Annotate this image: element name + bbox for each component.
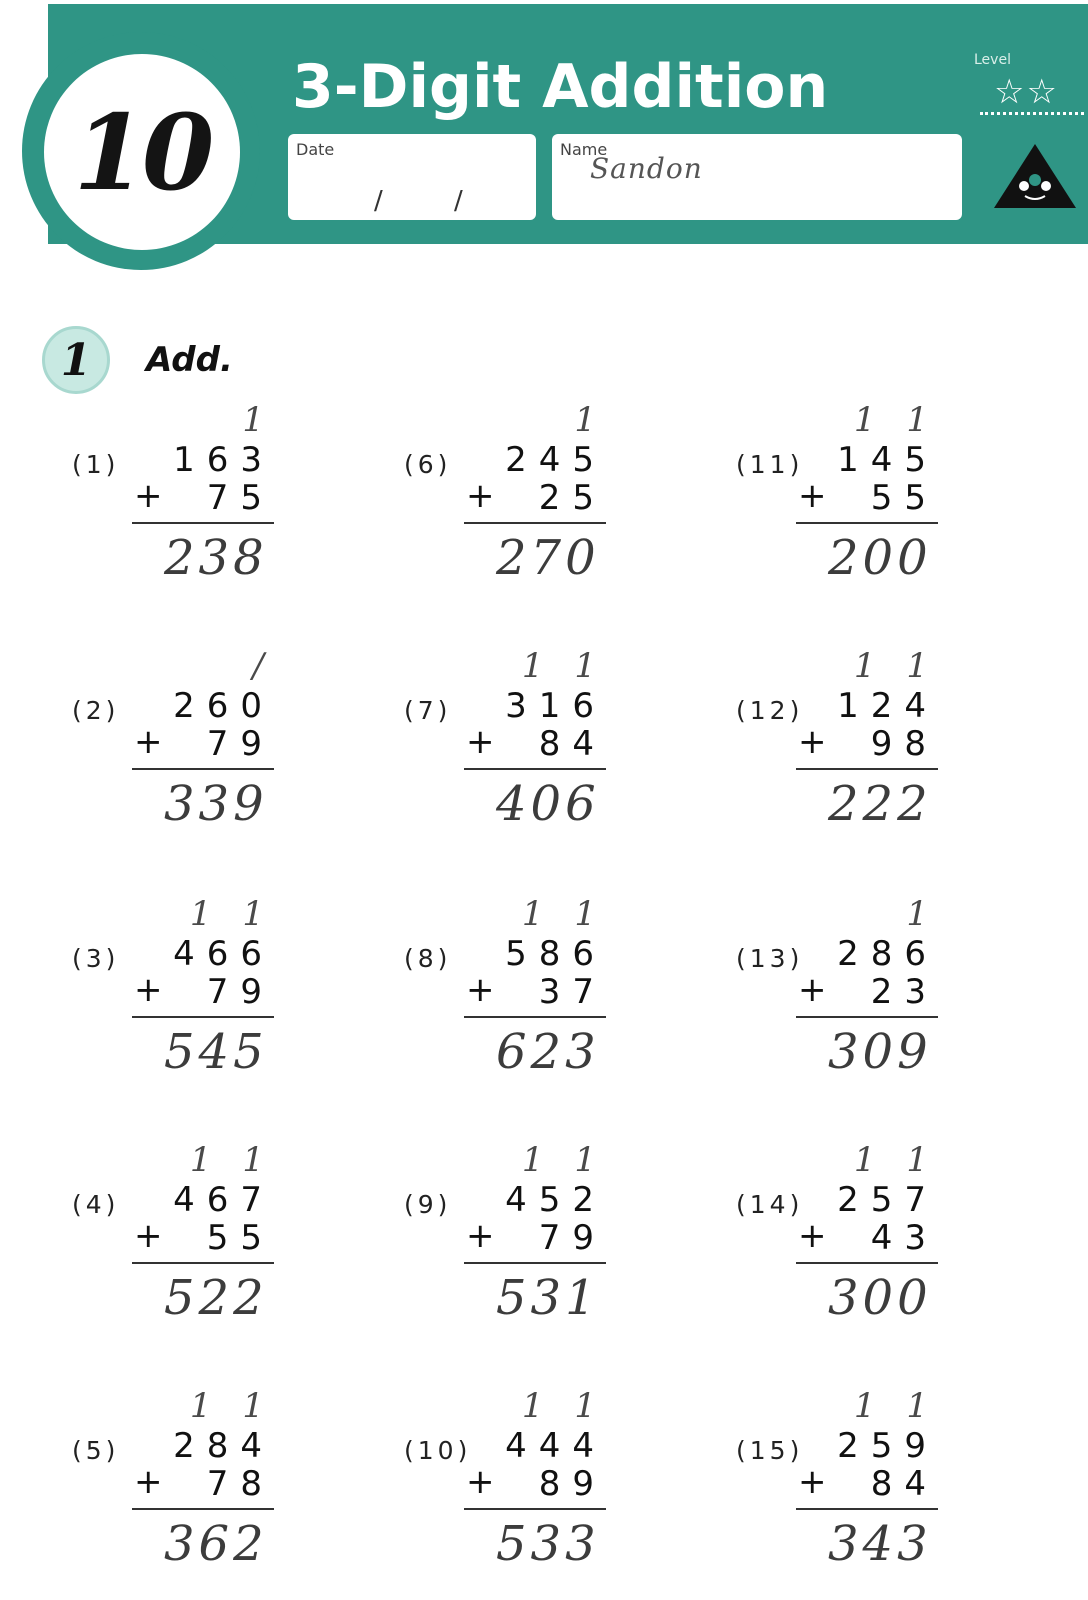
top-addend: 245	[505, 440, 606, 480]
carry-marks: 1 1	[521, 1386, 606, 1426]
carry-marks: 1 1	[521, 1140, 606, 1180]
sum-line	[796, 1508, 938, 1510]
lesson-number: 10	[73, 90, 211, 214]
sum-line	[132, 522, 274, 524]
plus-sign: +	[134, 476, 163, 516]
answer-field[interactable]: 623	[496, 1024, 600, 1080]
plus-sign: +	[466, 1216, 495, 1256]
bottom-addend: 89	[538, 1464, 606, 1504]
carry-marks: /	[252, 646, 274, 686]
addition-problem	[72, 894, 302, 1140]
answer-field[interactable]: 339	[164, 776, 268, 832]
addition-problem	[404, 1386, 634, 1600]
top-addend: 467	[173, 1180, 274, 1220]
bottom-addend: 23	[870, 972, 938, 1012]
name-value: Sandon	[590, 152, 703, 185]
plus-sign: +	[798, 970, 827, 1010]
problem-label: (2)	[72, 696, 120, 725]
plus-sign: +	[134, 970, 163, 1010]
addition-problem	[72, 646, 302, 892]
addition-problem	[72, 1140, 302, 1386]
level-divider	[980, 112, 1084, 115]
addition-problem	[404, 646, 634, 892]
addition-problem	[404, 894, 634, 1140]
problem-label: (11)	[736, 450, 804, 479]
problem-label: (1)	[72, 450, 120, 479]
problem-label: (9)	[404, 1190, 452, 1219]
level-stars-icon: ☆☆	[994, 72, 1059, 112]
carry-marks: 1	[574, 400, 606, 440]
plus-sign: +	[466, 722, 495, 762]
top-addend: 444	[505, 1426, 606, 1466]
sum-line	[464, 1016, 606, 1018]
problem-label: (7)	[404, 696, 452, 725]
top-addend: 466	[173, 934, 274, 974]
date-separator: /	[454, 186, 463, 216]
level-label: Level	[974, 52, 1011, 68]
top-addend: 259	[837, 1426, 938, 1466]
answer-field[interactable]: 300	[828, 1270, 932, 1326]
date-field[interactable]	[288, 134, 536, 220]
problem-label: (8)	[404, 944, 452, 973]
top-addend: 257	[837, 1180, 938, 1220]
problem-label: (5)	[72, 1436, 120, 1465]
problem-label: (13)	[736, 944, 804, 973]
top-addend: 260	[173, 686, 274, 726]
triangle-face-icon	[990, 140, 1080, 212]
problem-label: (3)	[72, 944, 120, 973]
addition-problem	[736, 400, 966, 646]
plus-sign: +	[134, 1216, 163, 1256]
problem-label: (6)	[404, 450, 452, 479]
plus-sign: +	[798, 1462, 827, 1502]
top-addend: 163	[173, 440, 274, 480]
sum-line	[464, 1262, 606, 1264]
bottom-addend: 78	[206, 1464, 274, 1504]
carry-marks: 1 1	[189, 1140, 274, 1180]
plus-sign: +	[134, 1462, 163, 1502]
top-addend: 124	[837, 686, 938, 726]
problem-label: (10)	[404, 1436, 472, 1465]
lesson-badge-inner	[44, 54, 240, 250]
sum-line	[796, 1262, 938, 1264]
answer-field[interactable]: 522	[164, 1270, 268, 1326]
answer-field[interactable]: 222	[828, 776, 932, 832]
plus-sign: +	[798, 1216, 827, 1256]
plus-sign: +	[466, 1462, 495, 1502]
answer-field[interactable]: 309	[828, 1024, 932, 1080]
sum-line	[796, 1016, 938, 1018]
addition-problem	[736, 1386, 966, 1600]
bottom-addend: 79	[206, 724, 274, 764]
carry-marks: 1 1	[189, 1386, 274, 1426]
page-title: 3-Digit Addition	[292, 52, 829, 122]
date-label: Date	[296, 140, 335, 159]
addition-problem	[72, 400, 302, 646]
sum-line	[464, 768, 606, 770]
top-addend: 452	[505, 1180, 606, 1220]
bottom-addend: 79	[538, 1218, 606, 1258]
bottom-addend: 79	[206, 972, 274, 1012]
problem-label: (4)	[72, 1190, 120, 1219]
top-addend: 316	[505, 686, 606, 726]
plus-sign: +	[798, 476, 827, 516]
addition-problem	[404, 400, 634, 646]
sum-line	[796, 768, 938, 770]
date-separator: /	[374, 186, 383, 216]
top-addend: 586	[505, 934, 606, 974]
plus-sign: +	[466, 476, 495, 516]
bottom-addend: 43	[870, 1218, 938, 1258]
section-badge	[42, 326, 110, 394]
bottom-addend: 25	[538, 478, 606, 518]
sum-line	[132, 768, 274, 770]
problem-label: (12)	[736, 696, 804, 725]
addition-problem	[736, 894, 966, 1140]
name-field[interactable]	[552, 134, 962, 220]
sum-line	[464, 522, 606, 524]
answer-field[interactable]: 270	[496, 530, 600, 586]
bottom-addend: 98	[870, 724, 938, 764]
addition-problem	[736, 646, 966, 892]
answer-field[interactable]: 343	[828, 1516, 932, 1572]
problem-label: (14)	[736, 1190, 804, 1219]
name-label: Name	[560, 140, 608, 159]
top-addend: 284	[173, 1426, 274, 1466]
carry-marks: 1	[242, 400, 274, 440]
answer-field[interactable]: 533	[496, 1516, 600, 1572]
sum-line	[132, 1262, 274, 1264]
bottom-addend: 84	[538, 724, 606, 764]
carry-marks: 1 1	[853, 1140, 938, 1180]
carry-marks: 1 1	[521, 894, 606, 934]
answer-field[interactable]: 362	[164, 1516, 268, 1572]
carry-marks: 1 1	[521, 646, 606, 686]
plus-sign: +	[466, 970, 495, 1010]
bottom-addend: 84	[870, 1464, 938, 1504]
answer-field[interactable]: 238	[164, 530, 268, 586]
sum-line	[132, 1016, 274, 1018]
answer-field[interactable]: 200	[828, 530, 932, 586]
bottom-addend: 75	[206, 478, 274, 518]
top-addend: 145	[837, 440, 938, 480]
sum-line	[464, 1508, 606, 1510]
sum-line	[796, 522, 938, 524]
section-number: 1	[60, 334, 92, 386]
sum-line	[132, 1508, 274, 1510]
addition-problem	[404, 1140, 634, 1386]
bottom-addend: 55	[870, 478, 938, 518]
addition-problem	[72, 1386, 302, 1600]
answer-field[interactable]: 531	[496, 1270, 600, 1326]
plus-sign: +	[798, 722, 827, 762]
top-addend: 286	[837, 934, 938, 974]
bottom-addend: 37	[538, 972, 606, 1012]
instruction-text: Add.	[146, 340, 233, 380]
carry-marks: 1 1	[853, 1386, 938, 1426]
plus-sign: +	[134, 722, 163, 762]
answer-field[interactable]: 545	[164, 1024, 268, 1080]
carry-marks: 1	[906, 894, 938, 934]
carry-marks: 1 1	[853, 646, 938, 686]
addition-problem	[736, 1140, 966, 1386]
carry-marks: 1 1	[189, 894, 274, 934]
problem-label: (15)	[736, 1436, 804, 1465]
answer-field[interactable]: 406	[496, 776, 600, 832]
bottom-addend: 55	[206, 1218, 274, 1258]
carry-marks: 1 1	[853, 400, 938, 440]
